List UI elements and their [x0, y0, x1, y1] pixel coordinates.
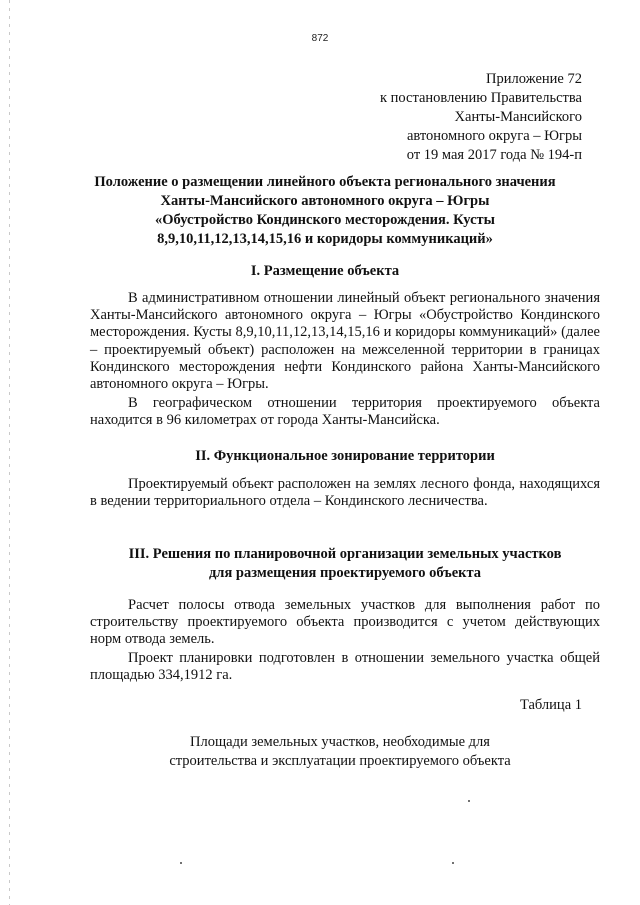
section-2-paragraph-1: Проектируемый объект расположен на землях лесного фонда, находящихся в ведении территориального отдела – Кондинского лесничества.	[90, 476, 600, 510]
appendix-block	[380, 70, 582, 165]
appendix-line: Ханты-Мансийского	[454, 109, 582, 125]
appendix-line: к постановлению Правительства	[380, 90, 582, 106]
section-1-paragraph-2: В географическом отношении территория проектируемого объекта находится в 96 километрах от города Ханты-Мансийска.	[90, 395, 600, 429]
title-line: 8,9,10,11,12,13,14,15,16 и коридоры коммуникаций»	[157, 231, 493, 247]
table-caption-line: Площади земельных участков, необходимые для	[190, 734, 490, 750]
document-title	[60, 173, 590, 249]
title-line: Ханты-Мансийского автономного округа – Югры	[160, 193, 490, 209]
table-caption	[60, 733, 620, 770]
section-3-heading	[90, 545, 600, 583]
table-caption-line: строительства и эксплуатации проектируемого объекта	[169, 752, 511, 769]
section-1-heading: I. Размещение объекта	[250, 263, 400, 279]
scan-speck	[180, 862, 182, 864]
scan-speck	[468, 800, 470, 802]
section-3-heading-line: III. Решения по планировочной организации земельных участков	[128, 546, 562, 562]
scan-edge-line	[9, 0, 10, 905]
section-3-paragraph-1: Расчет полосы отвода земельных участков для выполнения работ по строительству проектируемого объекта производится с учетом действующих норм отвода земель.	[90, 597, 600, 648]
appendix-line: автономного округа – Югры	[406, 128, 582, 144]
title-line: Положение о размещении линейного объекта регионального значения	[94, 174, 556, 190]
title-line: «Обустройство Кондинского месторождения. Кусты	[155, 212, 495, 228]
scan-speck	[452, 862, 454, 864]
section-1-paragraph-1: В административном отношении линейный объект регионального значения Ханты-Мансийского автономного округа – Югры «Обустройство Кондинского месторождения. Кусты 8,9,10,11,12,13,14,15,16 и коридоры коммуникаций» (далее – проектируемый объект) расположен на межселенной территории в границах Кондинского месторождения нефти Кондинского района Ханты-Мансийского автономного округа – Югры.	[90, 290, 600, 393]
section-2-heading: II. Функциональное зонирование территории	[195, 448, 495, 464]
appendix-line: Приложение 72	[486, 71, 582, 87]
table-label: Таблица 1	[519, 697, 582, 713]
section-3-heading-line: для размещения проектируемого объекта	[208, 565, 482, 581]
section-3-paragraph-2: Проект планировки подготовлен в отношении земельного участка общей площадью 334,1912 га.	[90, 650, 600, 684]
appendix-line: от 19 мая 2017 года № 194-п	[406, 147, 582, 163]
page-number: 872	[311, 33, 329, 44]
